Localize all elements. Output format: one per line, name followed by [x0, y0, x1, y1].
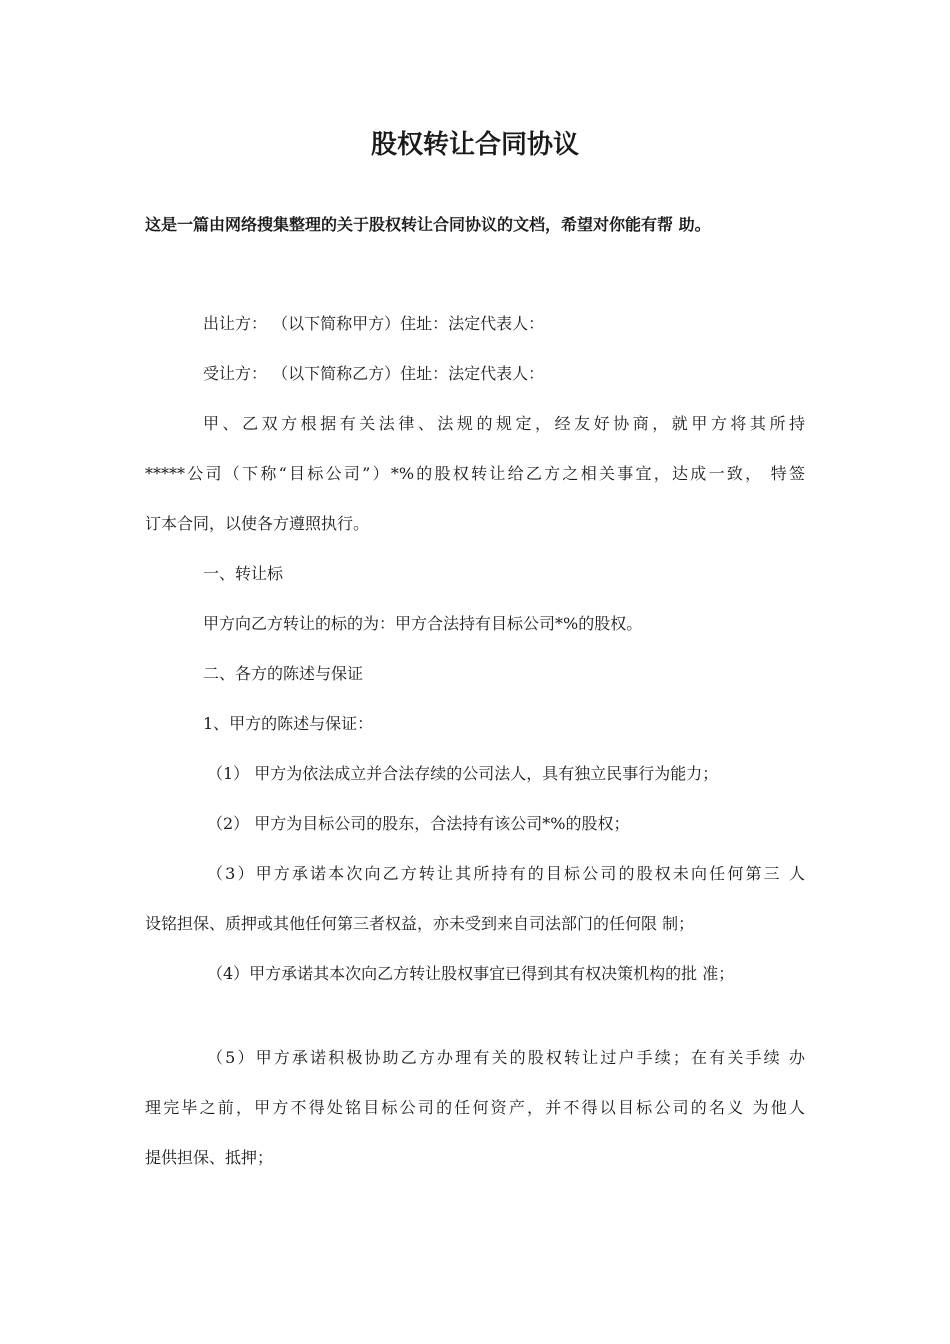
- intro-text: 这是一篇由网络搜集整理的关于股权转让合同协议的文档，希望对你能有帮 助。: [145, 215, 711, 234]
- section-heading-2: 二、各方的陈述与保证: [203, 664, 364, 683]
- clause-4: （4）甲方承诺其本次向乙方转让股权事宜已得到其有权决策机构的批 准；: [207, 964, 735, 983]
- preamble-line-2: *****公司（下称“目标公司”）*%的股权转让给乙方之相关事宜，达成一致， 特签: [145, 464, 805, 483]
- transferor-line: 出让方： （以下简称甲方）住址：法定代表人：: [203, 314, 545, 333]
- document-title: 股权转让合同协议: [370, 130, 579, 160]
- clause-3-line-2: 设铭担保、质押或其他任何第三者权益，亦未受到来自司法部门的任何限 制；: [145, 914, 695, 933]
- clause-5-line-3: 提供担保、抵押；: [145, 1148, 274, 1167]
- transferee-line: 受让方： （以下简称乙方）住址：法定代表人：: [203, 364, 545, 383]
- clause-1: （1） 甲方为依法成立并合法存续的公司法人，具有独立民事行为能力；: [207, 764, 719, 783]
- subsection-heading-1: 1、甲方的陈述与保证：: [203, 714, 374, 733]
- clause-3-line-1: （3）甲方承诺本次向乙方转让其所持有的目标公司的股权未向任何第三 人: [207, 864, 805, 883]
- preamble-line-3: 订本合同，以使各方遵照执行。: [145, 514, 370, 533]
- section-1-text: 甲方向乙方转让的标的为：甲方合法持有目标公司*%的股权。: [203, 614, 643, 633]
- clause-5-line-2: 理完毕之前，甲方不得处铭目标公司的任何资产，并不得以目标公司的名义 为他人: [145, 1098, 805, 1117]
- preamble-line-1: 甲、乙双方根据有关法律、法规的规定，经友好协商，就甲方将其所持: [203, 414, 805, 433]
- clause-2: （2） 甲方为目标公司的股东，合法持有该公司*%的股权；: [207, 814, 630, 833]
- section-heading-1: 一、转让标: [203, 564, 284, 583]
- clause-5-line-1: （5）甲方承诺积极协助乙方办理有关的股权转让过户手续；在有关手续 办: [207, 1048, 805, 1067]
